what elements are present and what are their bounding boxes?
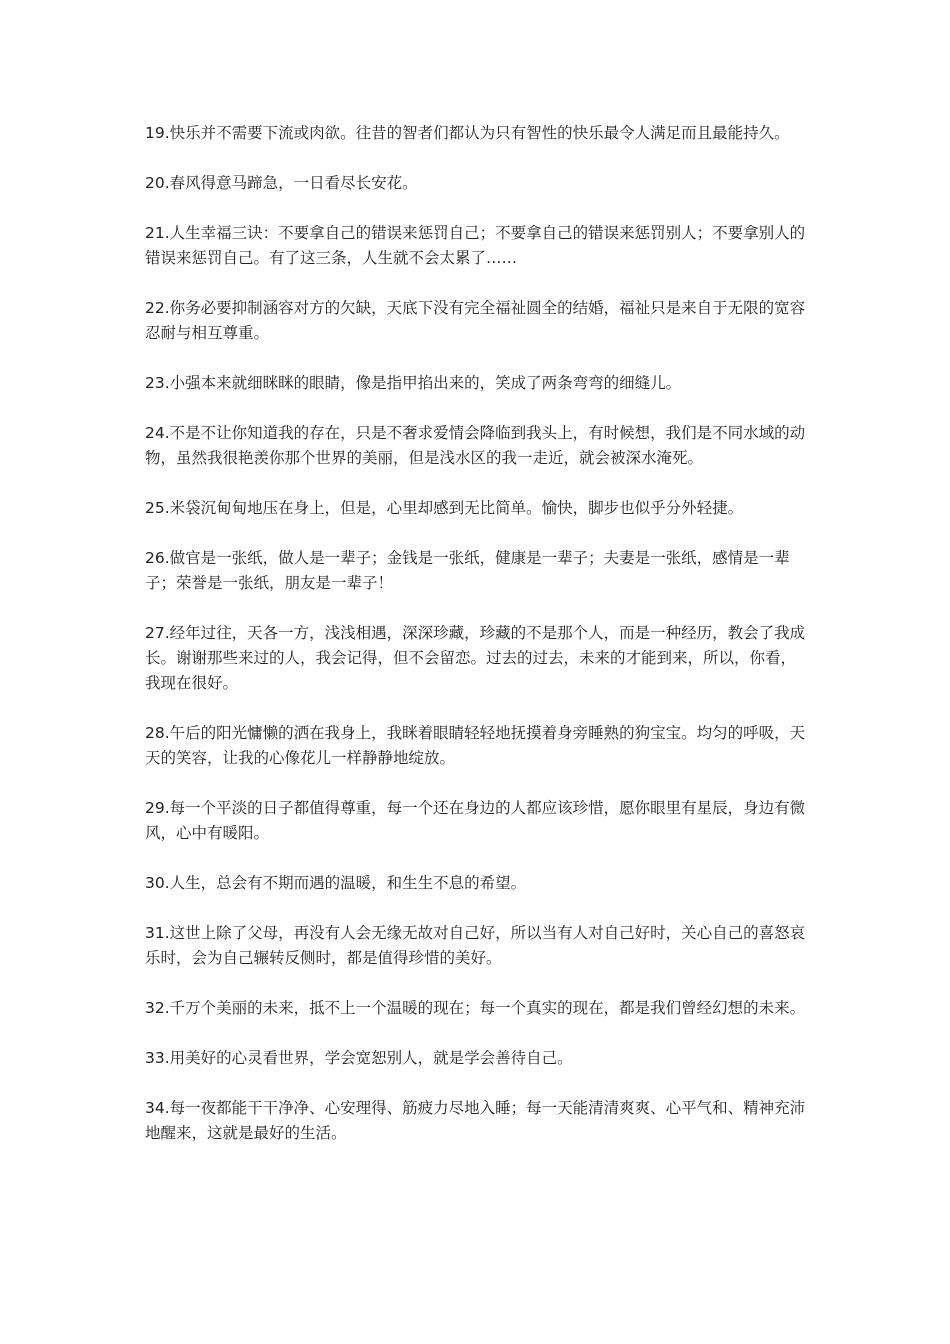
paragraph-19: 19.快乐并不需要下流或肉欲。往昔的智者们都认为只有智性的快乐最令人满足而且最能持久。 [145, 124, 790, 142]
paragraph-23: 23.小强本来就细眯眯的眼睛，像是指甲掐出来的，笑成了两条弯弯的细缝儿。 [145, 374, 682, 392]
paragraph-29: 29.每一个平淡的日子都值得尊重，每一个还在身边的人都应该珍惜，愿你眼里有星辰，身边有微风，心中有暖阳。 [145, 799, 806, 842]
paragraph-27: 27.经年过往，天各一方，浅浅相遇，深深珍藏，珍藏的不是那个人，而是一种经历，教会了我成长。谢谢那些来过的人，我会记得，但不会留恋。过去的过去，未来的才能到来，所以，你看，我现在很好。 [145, 624, 806, 692]
paragraph-32: 32.千万个美丽的未来，抵不上一个温暖的现在；每一个真实的现在，都是我们曾经幻想的未来。 [145, 999, 806, 1017]
paragraph-24: 24.不是不让你知道我的存在，只是不奢求爱情会降临到我头上，有时候想，我们是不同水域的动物，虽然我很艳羡你那个世界的美丽，但是浅水区的我一走近，就会被深水淹死。 [145, 424, 806, 467]
paragraph-20: 20.春风得意马蹄急，一日看尽长安花。 [145, 174, 418, 192]
paragraph-22: 22.你务必要抑制涵容对方的欠缺，天底下没有完全福祉圆全的结婚，福祉只是来自于无限的宽容忍耐与相互尊重。 [145, 299, 806, 342]
paragraph-34: 34.每一夜都能干干净净、心安理得、筋疲力尽地入睡；每一天能清清爽爽、心平气和、精神充沛地醒来，这就是最好的生活。 [145, 1099, 806, 1142]
paragraph-28: 28.午后的阳光慵懒的洒在我身上，我眯着眼睛轻轻地抚摸着身旁睡熟的狗宝宝。均匀的呼吸，天天的笑容，让我的心像花儿一样静静地绽放。 [145, 724, 806, 767]
paragraph-25: 25.米袋沉甸甸地压在身上，但是，心里却感到无比简单。愉快，脚步也似乎分外轻捷。 [145, 499, 744, 517]
paragraph-30: 30.人生，总会有不期而遇的温暖，和生生不息的希望。 [145, 874, 527, 892]
paragraph-33: 33.用美好的心灵看世界，学会宽恕别人，就是学会善待自己。 [145, 1049, 573, 1067]
paragraph-26: 26.做官是一张纸，做人是一辈子；金钱是一张纸，健康是一辈子；夫妻是一张纸，感情是一辈子；荣誉是一张纸，朋友是一辈子！ [145, 549, 790, 592]
paragraph-21: 21.人生幸福三诀：不要拿自己的错误来惩罚自己；不要拿自己的错误来惩罚别人；不要拿别人的错误来惩罚自己。有了这三条，人生就不会太累了…… [145, 224, 806, 267]
paragraph-31: 31.这世上除了父母，再没有人会无缘无故对自己好，所以当有人对自己好时，关心自己的喜怒哀乐时，会为自己辗转反侧时，都是值得珍惜的美好。 [145, 924, 806, 967]
document-body [145, 121, 810, 1171]
